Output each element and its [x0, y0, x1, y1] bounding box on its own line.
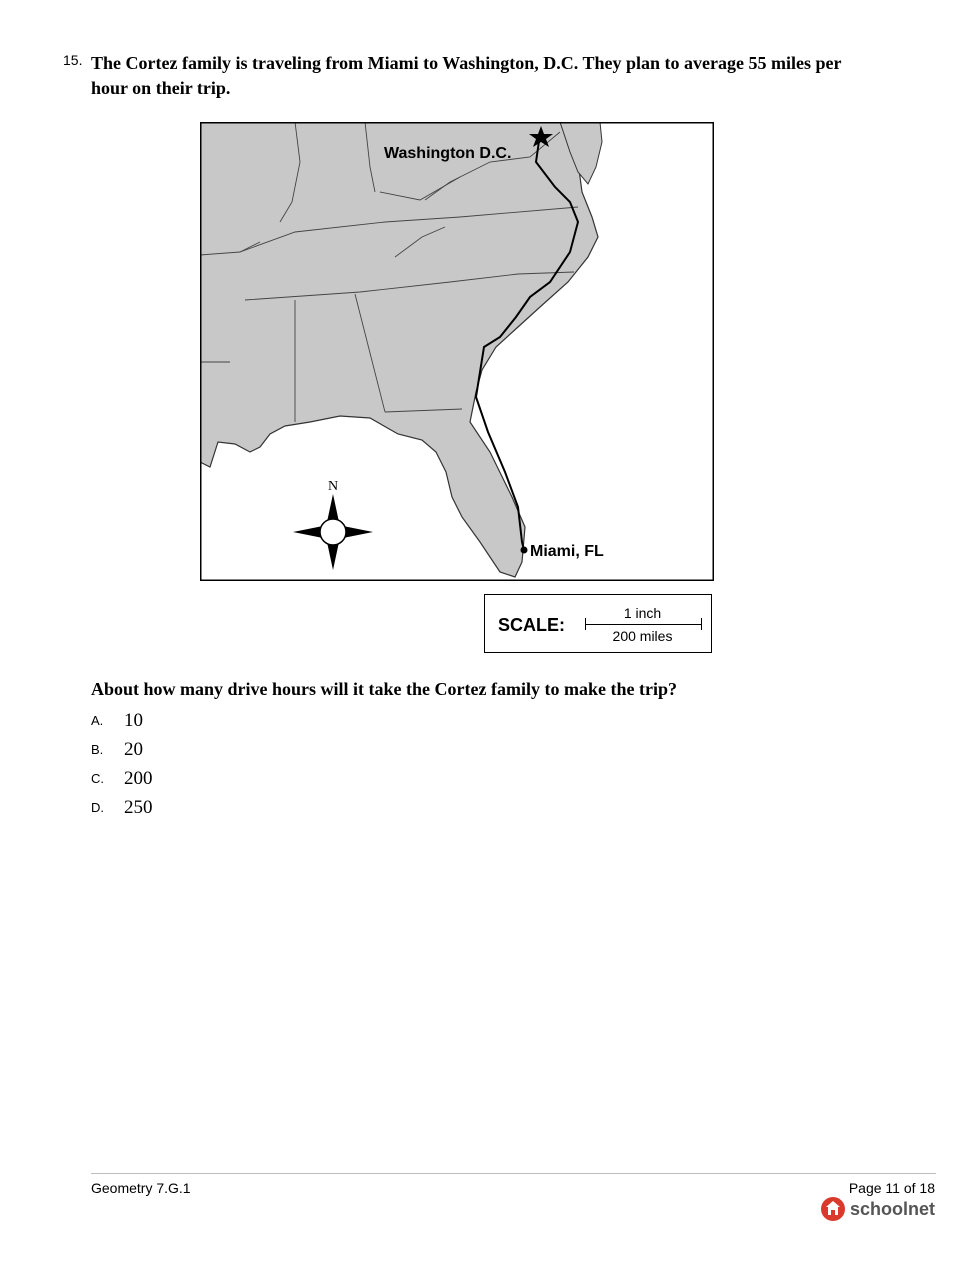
choice-value: 200 [124, 768, 153, 789]
question-prompt: About how many drive hours will it take the Cortez family to make the trip? [91, 679, 677, 699]
southeast-us-map [200, 122, 714, 581]
miami-label: Miami, FL [530, 543, 604, 560]
scale-label: SCALE: [498, 615, 565, 635]
choice-value: 250 [124, 797, 153, 818]
footer-divider [91, 1173, 936, 1174]
footer-course: Geometry 7.G.1 [91, 1180, 191, 1196]
choice-letter: D. [91, 800, 104, 815]
compass-rose-icon [293, 479, 373, 570]
scale-inch: 1 inch [623, 605, 662, 621]
logo-text: schoolnet [850, 1199, 936, 1219]
choice-letter: A. [91, 713, 104, 728]
choice-letter: B. [91, 742, 104, 757]
choice-letter: C. [91, 771, 104, 786]
question-text: The Cortez family is traveling from Miami to Washington, D.C. They plan to average 55 miles per hour on their trip. [91, 53, 842, 98]
choice-value: 20 [124, 739, 143, 760]
map-scale-box [484, 594, 712, 653]
choice-value: 10 [124, 710, 143, 731]
washington-label: Washington D.C. [384, 145, 512, 162]
land-mass [200, 122, 598, 577]
footer-page-number: Page 11 of 18 [848, 1180, 935, 1196]
scale-bar [585, 624, 702, 625]
scale-miles: 200 miles [612, 628, 673, 644]
compass-north-label: N [328, 479, 339, 494]
question-number: 15. [63, 52, 83, 68]
scale-tick-right [701, 618, 702, 630]
miami-dot-icon [521, 547, 528, 554]
schoolnet-logo [820, 1195, 940, 1223]
